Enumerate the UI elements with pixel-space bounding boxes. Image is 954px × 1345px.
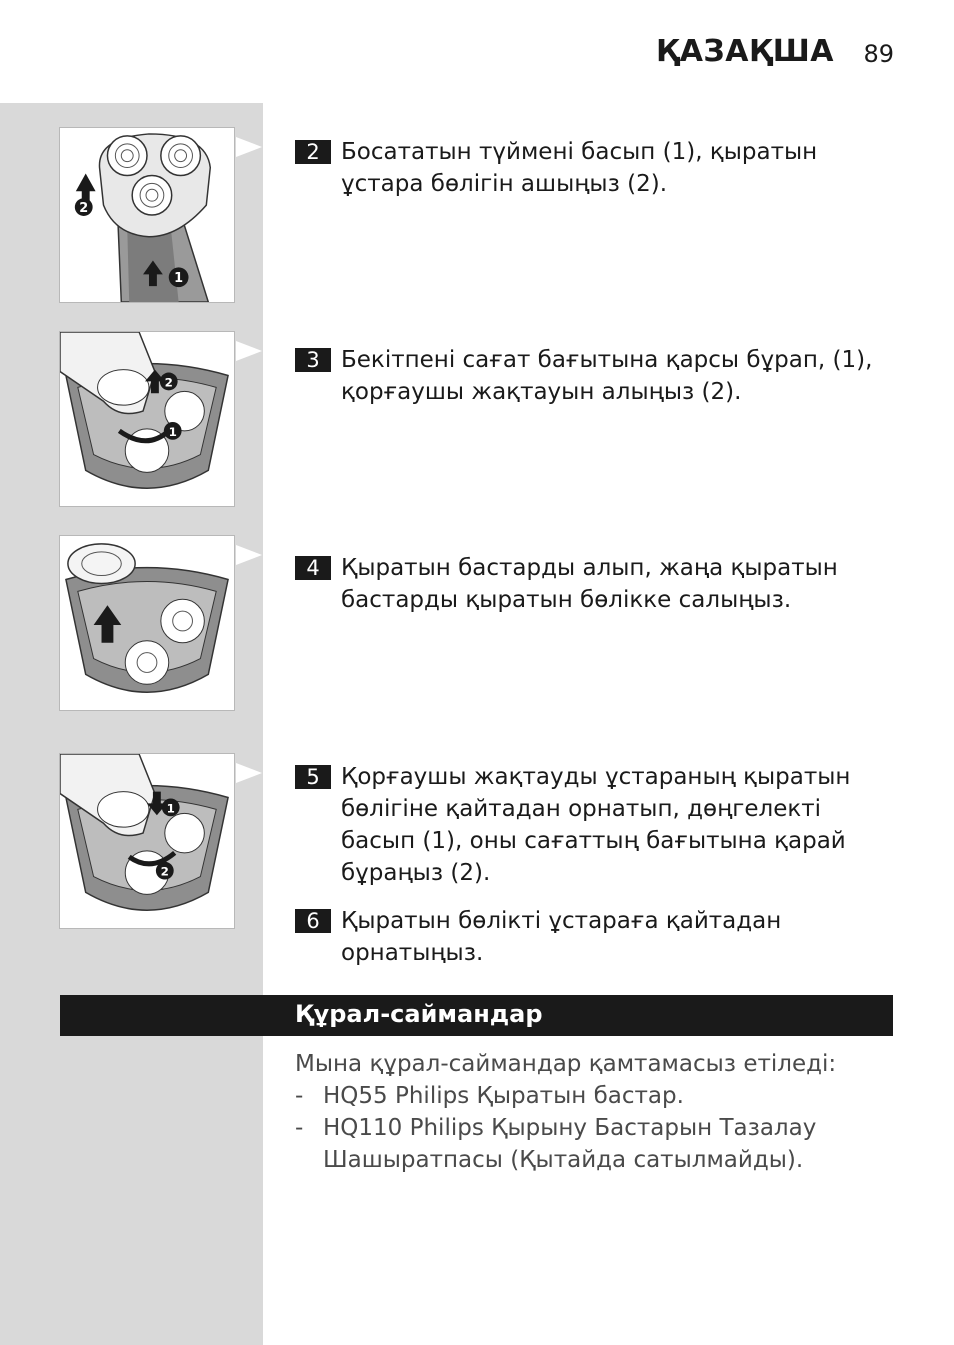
figure-pointer [236,341,262,361]
section-header [60,995,893,1036]
figure-attach-retaining-frame [59,753,235,929]
step-text: Босататын түймені басып (1), қыратын ұстара бөлігін ашыңыз (2). [341,139,818,197]
step-number: 3 [295,348,331,372]
step-5 [295,761,895,889]
step-text: Қыратын бастарды алып, жаңа қыратын бастарды қыратын бөлікке салыңыз. [341,555,838,613]
badge-1-label: 1 [168,424,177,439]
list-dash: - [295,1115,304,1141]
step-4 [295,552,895,616]
list-item-text: HQ110 Philips Қырыну Бастарын Тазалау Шашыратпасы (Қытайда сатылмайды). [323,1115,817,1173]
shaver-illustration [60,128,234,302]
list-dash: - [295,1083,304,1109]
step-text: Қорғаушы жақтауды ұстараның қыратын бөлігіне қайтадан орнатып, дөңгелекті басып (1), оны сағаттың бағытына қарай бұраңыз (2). [341,764,851,886]
badge-2-label: 2 [79,201,89,217]
page-title: ҚАЗАҚША [655,34,834,69]
step-3 [295,344,895,408]
step-number: 5 [295,765,331,789]
page-number: 89 [863,40,894,68]
badge-1-label: 1 [166,801,175,816]
figure-pointer [236,763,262,783]
retaining-frame-illustration [60,332,234,506]
step-text: Бекітпені сағат бағытына қарсы бұрап, (1), қорғаушы жақтауын алыңыз (2). [341,347,873,405]
list-item [295,1112,895,1176]
step-number: 4 [295,556,331,580]
step-6 [295,905,895,969]
step-number: 2 [295,140,331,164]
figure-pointer [236,137,262,157]
shaving-heads-illustration [60,536,234,710]
step-2 [295,136,895,200]
step-number: 6 [295,909,331,933]
badge-2-label: 2 [160,864,169,879]
badge-1-label: 1 [174,271,184,287]
figure-remove-retaining-frame [59,331,235,507]
step-text: Қыратын бөлікті ұстараға қайтадан орнатыңыз. [341,908,782,966]
section-title: Құрал-саймандар [295,1000,543,1028]
list-item-text: HQ55 Philips Қыратын бастар. [323,1083,684,1109]
attach-frame-illustration [60,754,234,928]
figure-pointer [236,545,262,565]
accessories-list [295,1048,895,1176]
badge-2-label: 2 [164,375,173,390]
accessories-intro: Мына құрал-саймандар қамтамасыз етіледі: [295,1051,837,1077]
figure-replace-shaving-heads [59,535,235,711]
figure-open-shaving-unit [59,127,235,303]
list-item [295,1080,895,1112]
